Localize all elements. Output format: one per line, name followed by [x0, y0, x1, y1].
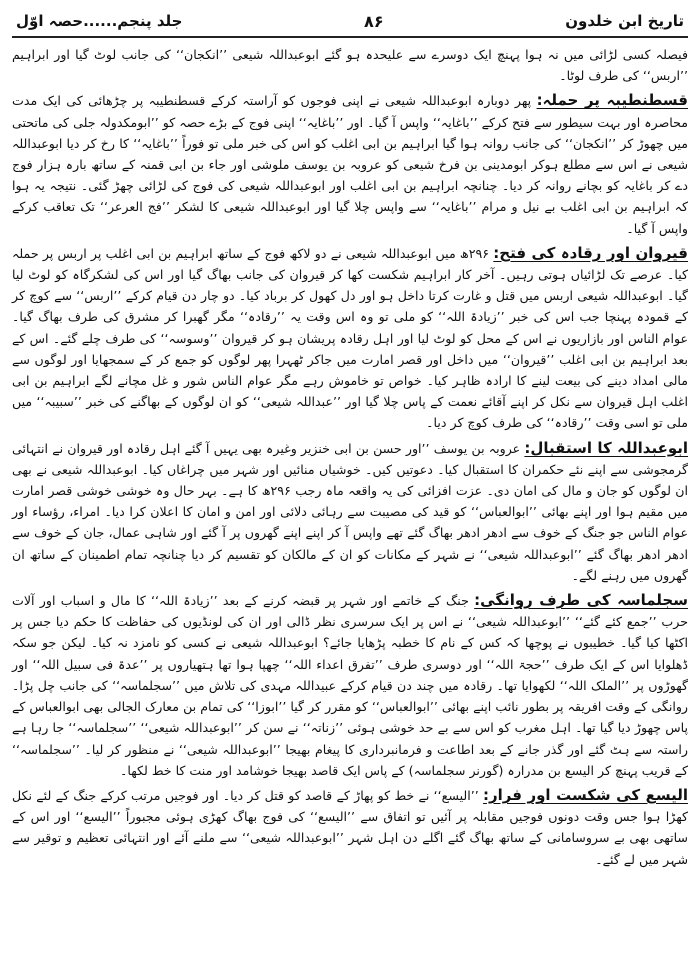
paragraph-alyasa [12, 785, 688, 870]
paragraph-qairawan [12, 243, 688, 434]
paragraph-text: ’’الیسع‘‘ نے خط کو پھاڑ کے قاصد کو قتل کر دیا۔ اور فوجیں مرتب کرکے جنگ کے لئے نکل کھڑا ہوا جس وقت دونوں فوجیں مقابلہ پر آئیں تو اتفاق سے ’’الیسع‘‘ کی فوج بھاگ کھڑی ہوئی مجبوراً ’’الیسع‘‘ اور اس کے ساتھی بھی بے سروسامانی کے ساتھ بھاگ گئے اگلے دن اہل شہر ’’ابوعبداللہ شیعی‘‘ سے ملنے آئے اور انتہائی تعظیم و توقیر سے شہر میں لے گئے۔ [12, 787, 688, 867]
volume-label: جلد پنجم......حصہ اوّل [16, 12, 183, 30]
section-heading: قسطنطیبہ پر حملہ: [536, 91, 688, 110]
page-number: ۸۶ [364, 11, 384, 31]
paragraph-text: جنگ کے خاتمے اور شہر پر قبضہ کرنے کے بعد ’’زیادۃ اللہ‘‘ کا مال و اسباب اور آلات حرب ’’جمع کئے گئے‘‘ ’’ابوعبداللہ شیعی‘‘ نے اس پر ایک سرسری نظر ڈالی اور ان کی لونڈیوں کی حفاظت کا حکم دیا جس پر اکٹھا کیا گیا۔ خطیبوں نے پوچھا کہ کس کے نام کا خطبہ پڑھایا جائے؟ ابوعبداللہ شیعی نے کسی کو نامزد نہ کیا۔ لیکن جو سکہ ڈھلوایا اس کے ایک طرف ’’حجۃ اللہ‘‘ اور دوسری طرف ’’تفرق اعداء اللہ‘‘ چھپا ہوا تھا ہتھیاروں پر ’’عدۃ فی سبیل اللہ‘‘ اور گھوڑوں پر ’’الملک اللہ‘‘ لکھوایا تھا۔ رقادہ میں چند دن قیام کرکے عبیداللہ مہدی کی تلاش میں ’’سجلماسہ‘‘ کی جانب چل پڑا۔ روانگی کے وقت افریقہ پر بطور نائب اپنے بھائی ’’ابوالعباس‘‘ کو مقرر کر گیا ’’ابوزا‘‘ کی تمام بن معارک الجالی بھی ابوالعباس کے پاس چھوڑ دیا گیا تھا۔ اہل مغرب کو اس سے بے حد خوشی ہوئی ’’زناتہ‘‘ نے سن کر ’’ابوعبداللہ شیعی‘‘ ’’سجلماسہ‘‘ جا رہا ہے راستہ سے ہٹ گئے اور گذر جانے کے بعد اطاعت و فرمانبرداری کا پیغام بھیجا ’’ابوعبداللہ شیعی‘‘ نے منظور کر لیا۔ ’’سجلماسہ‘‘ کے قریب پہنچ کر الیسع بن مدرارہ (گورنر سجلماسہ) کے پاس ایک قاصد بھیجا خوشامد اور منت کا خط لکھا۔ [12, 593, 688, 778]
section-heading: الیسع کی شکست اور فرار: [483, 785, 688, 804]
paragraph-sijilmasa [12, 590, 688, 781]
paragraph-istiqbal [12, 438, 688, 586]
section-heading: قیروان اور رقادہ کی فتح: [493, 243, 688, 262]
paragraph-qustantiniya [12, 90, 688, 238]
section-heading: سجلماسہ کی طرف روانگی: [474, 591, 688, 610]
page-header [12, 6, 688, 38]
paragraph-text: فیصلہ کسی لڑائی میں نہ ہوا پہنچ ایک دوسرے سے علیحدہ ہو گئے ابوعبداللہ شیعی ’’انکجان‘‘ کی جانب لوٹ گیا اور ابراہیم ’’اربس‘‘ کی طرف لوٹا۔ [12, 47, 688, 84]
paragraph-text: ۲۹۶ھ میں ابوعبداللہ شیعی نے دو لاکھ فوج کے ساتھ ابراہیم بن ابی اغلب پر اربس پر حملہ کیا۔ عرصے تک لڑائیاں ہوتی رہیں۔ آخر کار ابراہیم شکست کھا کر قیروان کی جانب بھاگ گیا اور اس کی لشکرگاہ کو لوٹ لیا گیا۔ ابوعبداللہ شیعی اربس میں قتل و غارت کرتا داخل ہو اور دل کھول کر برباد کیا۔ دو چار دن قیام کرکے ’’اربس‘‘ سے کوچ کر کے قمودہ پہنچا جب اس کی خبر ’’زیادۃ اللہ‘‘ کو ملی تو وہ اس وقت یہ ’’رقادہ‘‘ مگر گھبرا کر مشرق کی طرف بھاگ گیا۔ عوام الناس اور بازاریوں نے اس کے محل کو لوٹ لیا اور اہل رقادہ پریشان ہو کر قیروان ’’وسوسہ‘‘ کی طرف چلے گئے۔ اس کے بعد ابراہیم بن ابی اغلب ’’قیروان‘‘ میں داخل اور قصر امارت میں جاکر ٹھہرا پھر لوگوں کو جمع کر کے سمجھایا اور لوگوں سے مالی امداد دینے کی بیعت لینے کا ارادہ ظاہر کیا۔ خواص تو خاموش رہے مگر عوام الناس شور و غل مچانے لگے ابراہیم بن ابی اغلب اہل قیروان سے نکل کر اپنے آقائے نعمت کے پاس چلا گیا اور ’’عبداللہ شیعی‘‘ کو ان لوگوں کے بھاگنے کی خبر ’’سبیبہ‘‘ میں ملی تو اسی وقت ’’رقادہ‘‘ کی طرف کوچ کر دیا۔ [12, 245, 688, 431]
paragraph-text: پھر دوبارہ ابوعبداللہ شیعی نے اپنی فوجوں کو آراستہ کرکے قسطنطیبہ پر چڑھائی کی ایک مدت محاصرہ اور بہت سیطور سے فتح کرکے ’’باغایہ‘‘ واپس آ گیا۔ اور ’’باغایہ‘‘ اپنی فوج کے بڑے حصہ کو ’’ابومکدولہ جلی کی ماتحتی میں چھوڑ کر ’’انکجان‘‘ کی جانب روانہ ہوا گیا ابراہیم بن ابی اغلب کو اس کی خبر ملی تو فوراً ’’باغایہ‘‘ کا رخ کر دیا ابوعبداللہ شیعی نے اس سے مطلع ہوکر ابومدینی بن فرخ شیعی کو عروبہ بن یوسف ملوشی اور جاء بن ابی قمنہ کے ساتھ بارہ ہزار فوج دے کر باغایہ کو بچانے روانہ کر دیا۔ چنانچہ ابراہیم بن ابی اغلب اور ابوعبداللہ شیعی کی فوج کی لڑائی چھڑ گئی۔ نتیجہ یہ ہوا کہ ابراہیم بن ابی اغلب بے نیل و مرام ’’باغایہ‘‘ سے واپس چلا گیا اور ابوعبداللہ شیعی کا لشکر ’’فج العرعر‘‘ تک تعاقب کرکے واپس آ گیا۔ [12, 93, 688, 236]
section-heading: ابوعبداللہ کا استقبال: [524, 438, 688, 457]
paragraph-intro [12, 44, 688, 86]
paragraph-text: عروبہ بن یوسف ’’اور حسن بن ابی خنزیر وغیرہ بھی یہیں آ گئے اہل رقادہ اور قیروان نے انتہائی گرمجوشی سے اپنے نئے حکمران کا استقبال کیا۔ دعوتیں کیں۔ خوشیاں منائیں اور شہر میں چراغاں کیا۔ ابوعبداللہ شیعی نے بھی ان لوگوں کو جان و مال کی امان دی۔ عزت افزائی کی یہ واقعہ ماہ رجب ۲۹۶ھ کا ہے۔ بہر حال وہ خوشی خوشی قصر امارت میں مقیم ہوا اور اپنے بھائی ’’ابوالعباس‘‘ کو قید کی مصیبت سے رہائی دلائی اور امن و امان کا اعلان کرا دیا۔ امراء، رؤساء اور عوام الناس جو جنگ کے خوف سے ادھر ادھر بھاگ گئے تھے واپس آ کر اپنے اپنے گھروں پر آ گئے اور شاہی عمال، جان کے خوف سے ادھر ادھر بھاگ گئے ’’ابوعبداللہ شیعی‘‘ نے شہر کے مکانات کو ان کے مالکان کو تقسیم کر دیا چنانچہ تمام اطمینان کے ساتھ ان گھروں میں رہنے لگے۔ [12, 440, 688, 583]
book-title: تاریخ ابن خلدون [565, 12, 684, 30]
